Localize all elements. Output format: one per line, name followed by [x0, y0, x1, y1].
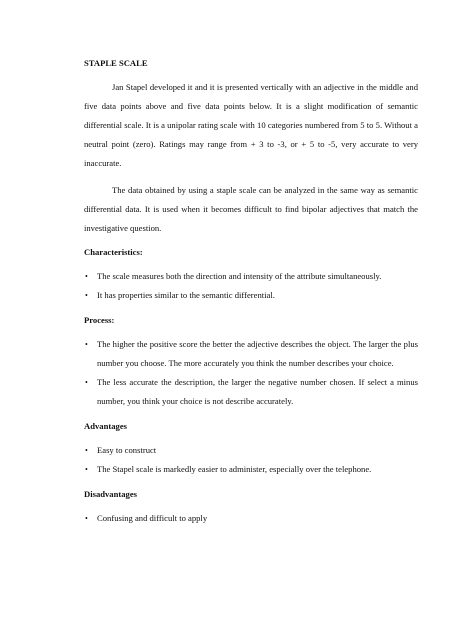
document-page [84, 58, 418, 538]
bullet-icon: • [85, 465, 88, 474]
bullet-icon: • [85, 514, 88, 523]
disadvantages-list [84, 509, 418, 528]
list-item-text: The Stapel scale is markedly easier to administer, especially over the telephone. [97, 464, 372, 474]
document-title: STAPLE SCALE [84, 58, 148, 68]
bullet-icon: • [85, 272, 88, 281]
intro-paragraph: Jan Stapel developed it and it is presented vertically with an adjective in the middle and five data points above and five data points below. It is a slight modification of semantic differential scale. It is a unipolar rating scale with 10 categories numbered from 5 to 5. Without a neutral point (zero). Ratings may range from + 3 to -3, or + 5 to -5, very accurate to very inaccurate. [84, 82, 418, 168]
bullet-icon: • [85, 340, 88, 349]
list-item [84, 509, 418, 528]
bullet-icon: • [85, 446, 88, 455]
advantages-list [84, 441, 418, 479]
list-item [84, 373, 418, 411]
analysis-paragraph: The data obtained by using a staple scale can be analyzed in the same way as semantic differential data. It is used when it becomes difficult to find bipolar adjectives that match the investigative question. [84, 185, 418, 233]
process-heading: Process: [84, 315, 115, 325]
list-item [84, 460, 418, 479]
characteristics-heading: Characteristics: [84, 247, 143, 257]
list-item-text: The higher the positive score the better the adjective describes the object. The larger the plus number you choose. The more accurately you think the number describes your choice. [97, 339, 418, 368]
list-item [84, 441, 418, 460]
list-item [84, 335, 418, 373]
list-item [84, 267, 418, 286]
disadvantages-heading: Disadvantages [84, 489, 138, 499]
list-item-text: Easy to construct [97, 445, 157, 455]
advantages-heading: Advantages [84, 421, 127, 431]
list-item-text: It has properties similar to the semantic differential. [97, 290, 275, 300]
list-item-text: Confusing and difficult to apply [97, 513, 208, 523]
list-item-text: The scale measures both the direction and intensity of the attribute simultaneously. [97, 271, 382, 281]
list-item [84, 286, 418, 305]
process-list [84, 335, 418, 411]
characteristics-list [84, 267, 418, 305]
bullet-icon: • [85, 378, 88, 387]
list-item-text: The less accurate the description, the larger the negative number chosen. If select a minus number, you think your choice is not describe accurately. [97, 377, 418, 406]
bullet-icon: • [85, 291, 88, 300]
